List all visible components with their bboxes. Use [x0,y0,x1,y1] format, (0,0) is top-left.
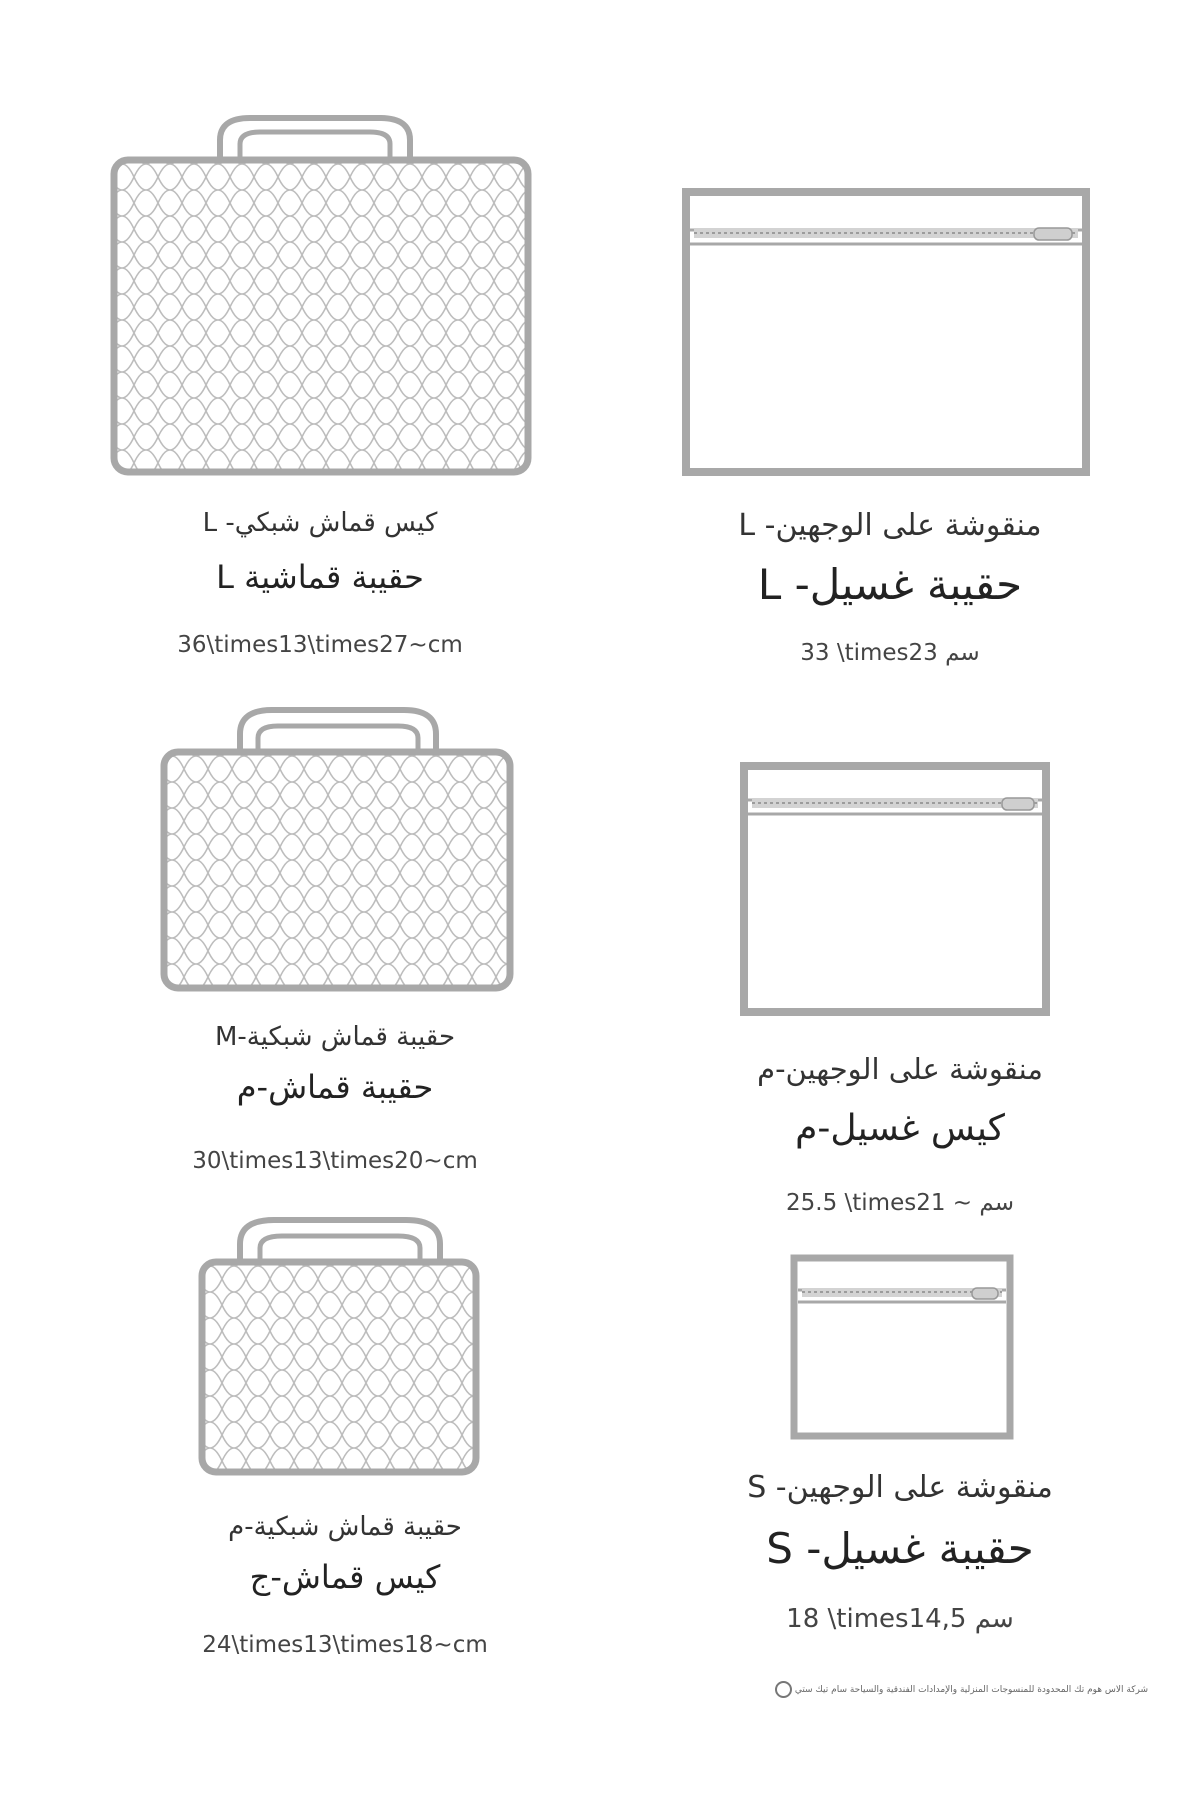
company-logo-icon [775,1681,792,1698]
wash-bag-m-subtitle: منقوشة على الوجهين-م [757,1052,1043,1086]
mesh-bag-s-subtitle: حقيبة قماش شبكية-م [228,1512,462,1542]
wash-bag-l-subtitle: منقوشة على الوجهين- L [738,508,1042,543]
wash-bag-m-title: كيس غسيل-م [795,1108,1005,1149]
company-footer [769,1681,1148,1698]
wash-bag-l-illustration [682,188,1090,478]
wash-bag-s-subtitle: منقوشة على الوجهين- S [747,1470,1053,1505]
mesh-bag-m-illustration [160,704,516,994]
wash-bag-s-title: حقيبة غسيل- S [766,1524,1034,1573]
mesh-bag-m-title: حقيبة قماش-م [236,1068,434,1106]
mesh-bag-l-dimensions: 36\times13\times27~cm [177,632,463,658]
wash-bag-l-dimensions: 33 \times23 سم [800,640,980,666]
mesh-bag-l-illustration [110,112,535,477]
company-footer-text: شركة الاس هوم تك المحدودة للمنسوجات المنزلية والإمدادات الفندقية والسياحة سام تيك ستي [794,1685,1148,1695]
wash-bag-m-illustration [740,762,1050,1018]
wash-bag-s-dimensions: 18 \times14,5 سم [786,1604,1014,1634]
mesh-bag-m-subtitle: حقيبة قماش شبكية-M [214,1022,456,1052]
mesh-bag-s-title: كيس قماش-ج [249,1558,441,1596]
mesh-bag-l-subtitle: كيس قماش شبكي- L [202,508,438,538]
wash-bag-m-dimensions: 25.5 \times21 ~ سم [786,1190,1014,1216]
mesh-bag-s-dimensions: 24\times13\times18~cm [202,1632,488,1658]
wash-bag-l-title: حقيبة غسيل- L [757,560,1023,609]
wash-bag-s-illustration [790,1254,1014,1440]
mesh-bag-m-dimensions: 30\times13\times20~cm [192,1148,478,1174]
mesh-bag-l-title: حقيبة قماشية L [216,558,424,596]
mesh-bag-s-illustration [198,1214,482,1478]
